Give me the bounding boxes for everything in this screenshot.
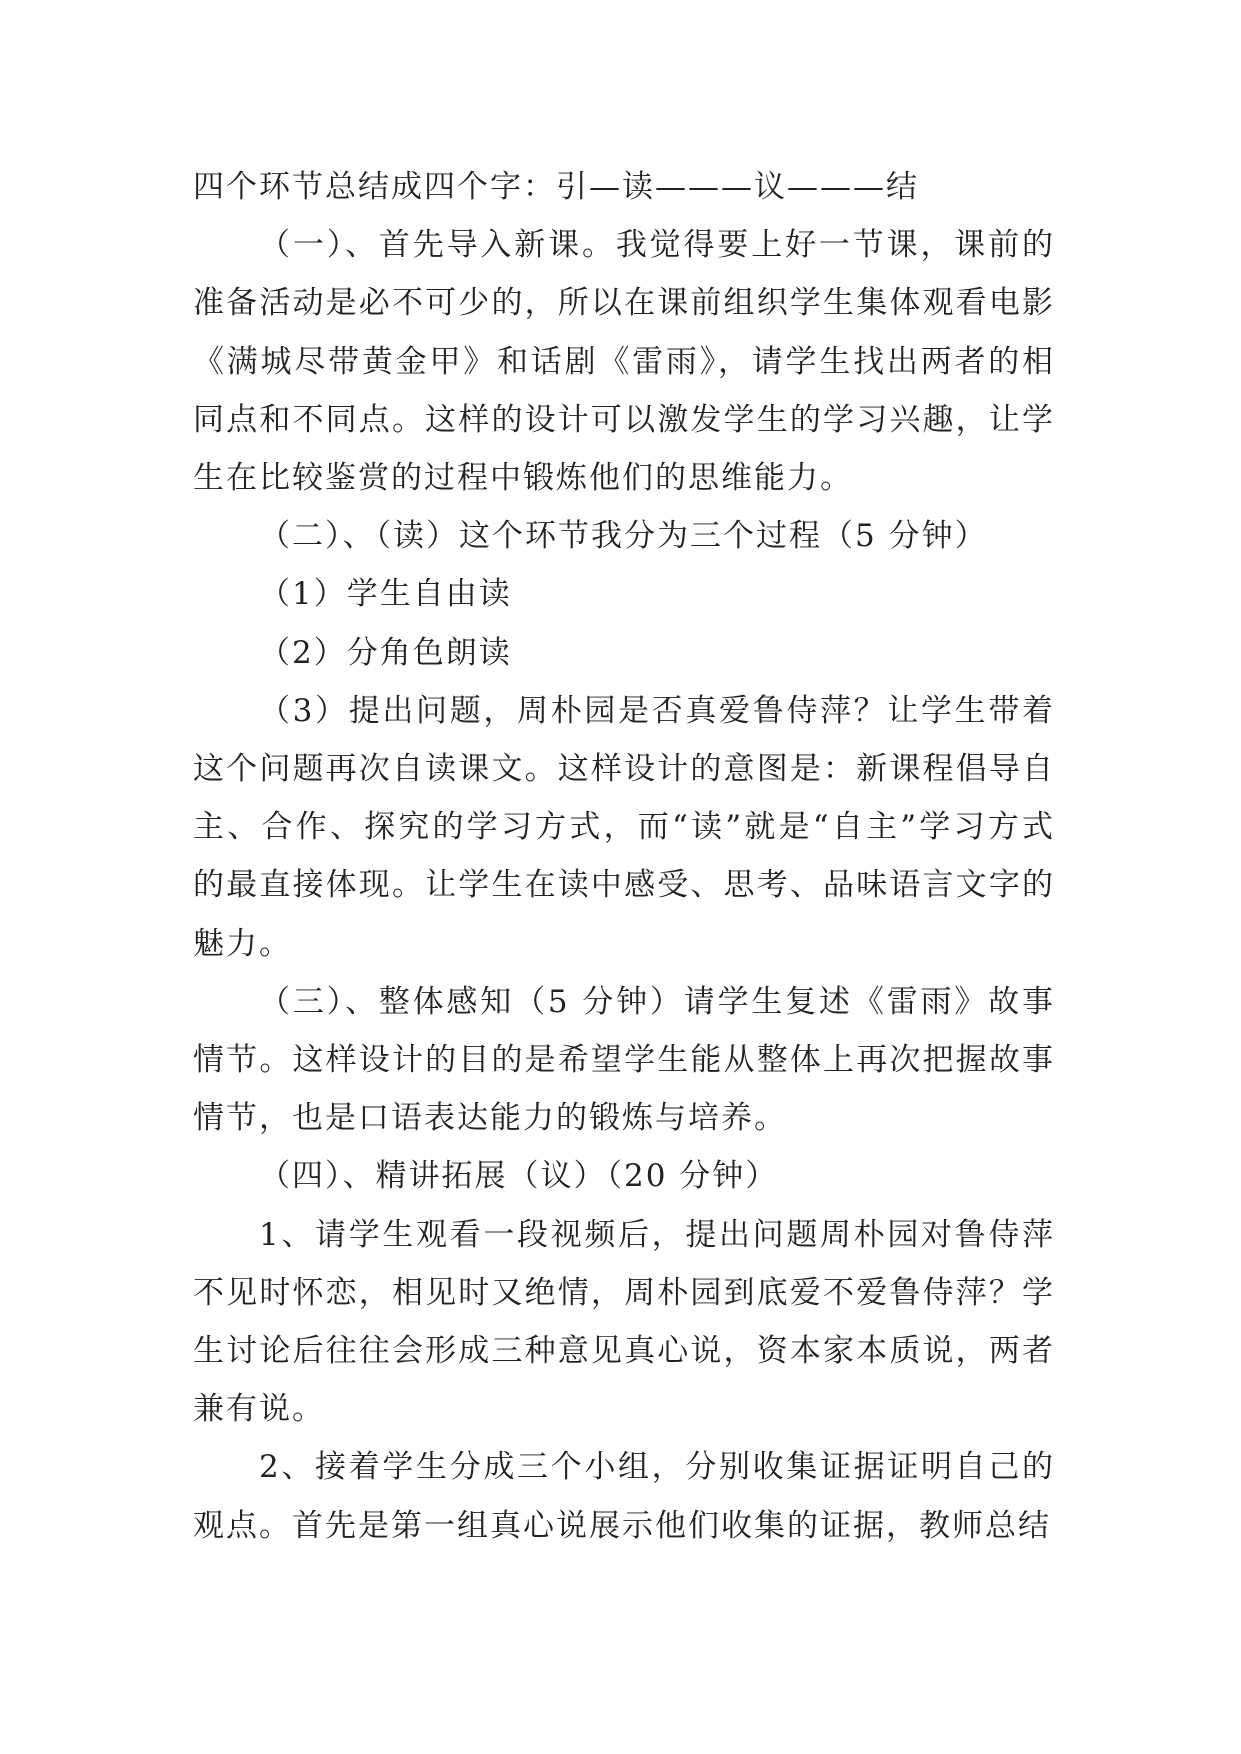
paragraph-step-3-perceive: （三）、整体感知（5 分钟）请学生复述《雷雨》故事情节。这样设计的目的是希望学生能从整体上再次把握故事情节，也是口语表达能力的锻炼与培养。 (193, 983, 1055, 1137)
paragraph-step-2-read: （二）、（读）这个环节我分为三个过程（5 分钟） (259, 518, 988, 555)
paragraph-discuss-2: 2、接着学生分成三个小组，分别收集证据证明自己的观点。首先是第一组真心说展示他们收集的证据，教师总结 (193, 1449, 1055, 1544)
paragraph-step-4-discuss: （四）、精讲拓展（议）（20 分钟） (259, 1158, 779, 1195)
paragraph-discuss-1: 1、请学生观看一段视频后，提出问题周朴园对鲁侍萍不见时怀恋，相见时又绝情，周朴园到底爱不爱鲁侍萍？学生讨论后往往会形成三种意见真心说，资本家本质说，两者兼有说。 (193, 1216, 1055, 1428)
paragraph-read-question: （3）提出问题，周朴园是否真爱鲁侍萍？让学生带着这个问题再次自读课文。这样设计的意图是：新课程倡导自主、合作、探究的学习方式，而“读”就是“自主”学习方式的最直接体现。让学生在读中感受、思考、品味语言文字的魅力。 (193, 692, 1055, 962)
paragraph-step-1-intro: （一）、首先导入新课。我觉得要上好一节课，课前的准备活动是必不可少的，所以在课前组织学生集体观看电影《满城尽带黄金甲》和话剧《雷雨》，请学生找出两者的相同点和不同点。这样的设计可以激发学生的学习兴趣，让学生在比较鉴赏的过程中锻炼他们的思维能力。 (193, 227, 1055, 497)
document-body (193, 158, 1055, 1555)
paragraph-read-roles: （2）分角色朗读 (259, 634, 512, 671)
paragraph-summary: 四个环节总结成四个字：引—读———议———结 (193, 169, 919, 205)
paragraph-read-free: （1）学生自由读 (259, 576, 512, 613)
